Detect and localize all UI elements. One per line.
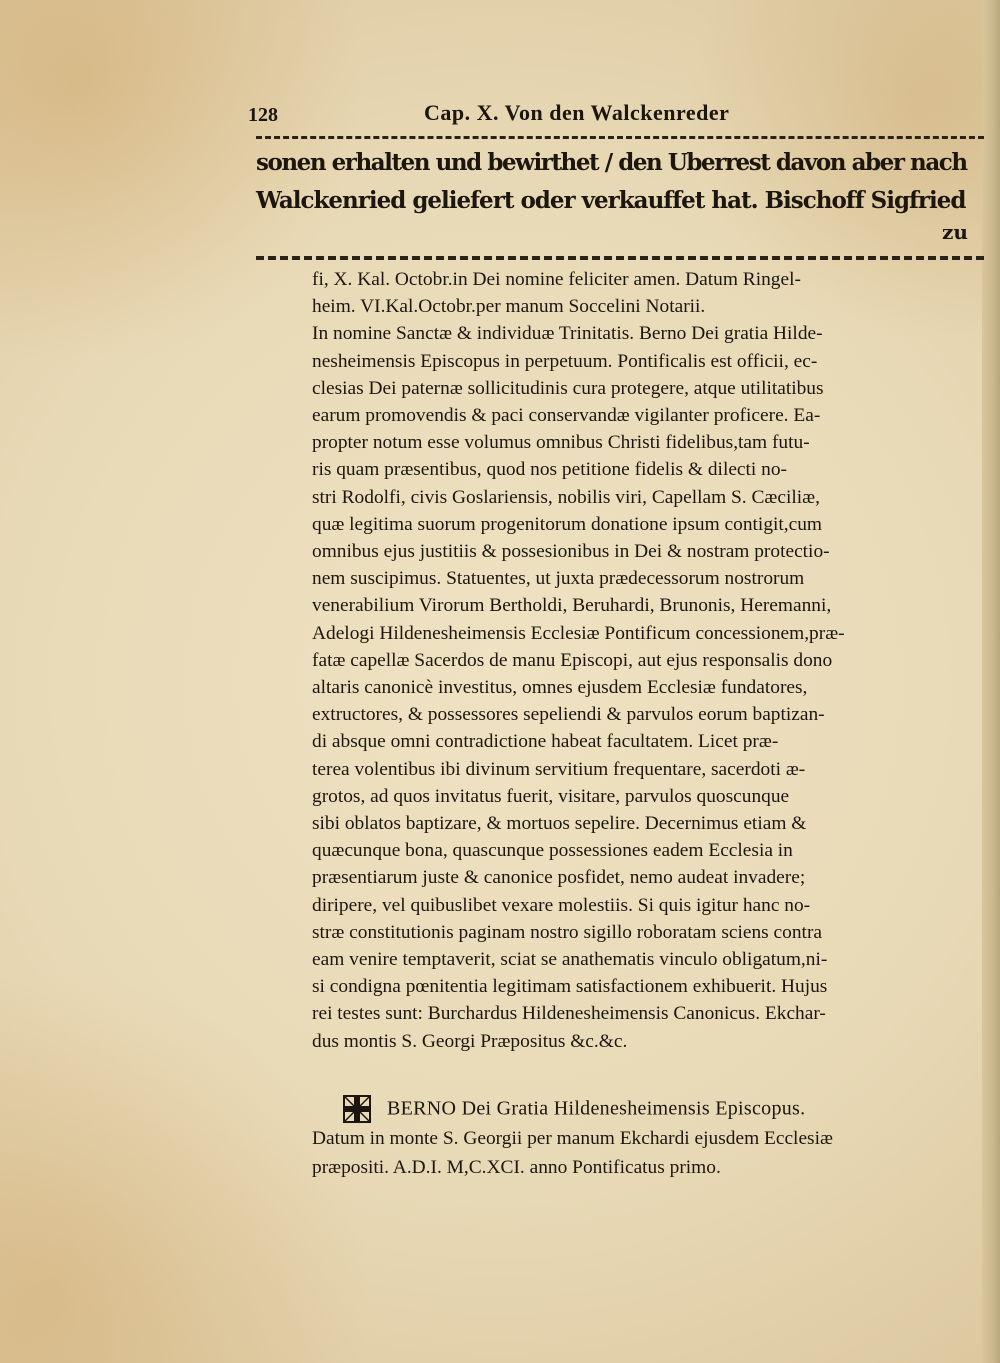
latin-text-line: stri Rodolfi, civis Goslariensis, nobilis viri, Capellam S. Cæciliæ, xyxy=(312,486,820,508)
latin-text-line: diripere, vel quibuslibet vexare molestiis. Si quis igitur hanc no- xyxy=(312,894,811,916)
datum-line: Datum in monte S. Georgii per manum Ekchardi ejusdem Ecclesiæ xyxy=(312,1128,833,1149)
running-head: Cap. X. Von den Walckenreder xyxy=(424,100,730,125)
latin-text-line: terea volentibus ibi divinum servitium frequentare, sacerdoti æ- xyxy=(312,758,806,780)
cross-monogram-icon xyxy=(342,1094,372,1124)
latin-text-line: earum promovendis & paci conservandæ vigilanter proficere. Ea- xyxy=(312,405,821,427)
signature-line xyxy=(342,1094,992,1124)
latin-text-line: di absque omni contradictione habeat facultatem. Licet præ- xyxy=(312,731,779,753)
latin-text-line: fi, X. Kal. Octobr.in Dei nomine feliciter amen. Datum Ringel- xyxy=(312,269,801,290)
latin-text-line: si condigna pœnitentia legitimam satisfactionem exhibuerit. Hujus xyxy=(312,976,828,998)
latin-text-line: heim. VI.Kal.Octobr.per manum Soccelini Notarii. xyxy=(312,296,706,318)
latin-text-line: clesias Dei paternæ sollicitudinis cura protegere, atque utilitatibus xyxy=(312,377,824,399)
latin-text-line: dus montis S. Georgi Præpositus &c.&c. xyxy=(312,1030,628,1052)
latin-text-line: omnibus ejus justitiis & possesionibus in Dei & nostram protectio- xyxy=(312,541,830,563)
section-rule xyxy=(256,256,984,260)
page-number: 128 xyxy=(248,104,278,126)
latin-text-block xyxy=(312,266,992,1055)
latin-text-line: nesheimensis Episcopus in perpetuum. Pontificalis est officii, ec- xyxy=(312,350,818,372)
header-rule xyxy=(256,136,984,139)
signature-text: BERNO Dei Gratia Hildenesheimensis Episcopus. xyxy=(387,1097,806,1120)
latin-text-line: fatæ capellæ Sacerdos de manu Episcopi, aut ejus responsalis dono xyxy=(312,649,833,671)
latin-text-line: Adelogi Hildenesheimensis Ecclesiæ Pontificum concessionem,præ- xyxy=(312,622,845,644)
latin-text-line: In nomine Sanctæ & individuæ Trinitatis. Berno Dei gratia Hilde- xyxy=(312,323,823,345)
latin-text-line: propter notum esse volumus omnibus Christi fidelibus,tam futu- xyxy=(312,432,810,454)
german-text-line: sonen erhalten und bewirthet / den Uberrest davon aber nach xyxy=(256,149,967,176)
latin-text-line: ris quam præsentibus, quod nos petitione fidelis & dilecti no- xyxy=(312,459,788,481)
latin-text-line: venerabilium Virorum Bertholdi, Beruhardi, Brunonis, Heremanni, xyxy=(312,595,832,617)
latin-text-line: quæ legitima suorum progenitorum donatione ipsum contigit,cum xyxy=(312,513,823,535)
catchword: zu xyxy=(942,220,968,244)
latin-text-line: quæcunque bona, quascunque possessiones eadem Ecclesia in xyxy=(312,840,793,862)
latin-text-line: grotos, ad quos invitatus fuerit, visitare, parvulos quoscunque xyxy=(312,785,790,807)
latin-text-line: præsentiarum juste & canonice posfidet, nemo audeat invadere; xyxy=(312,867,806,889)
datum-block xyxy=(312,1124,992,1182)
latin-text-line: stræ constitutionis paginam nostro sigillo roboratam sciens contra xyxy=(312,921,823,943)
latin-text-line: altaris canonicè investitus, omnes ejusdem Ecclesiæ fundatores, xyxy=(312,677,808,699)
latin-text-line: eam venire temptaverit, sciat se anathematis vinculo obligatum,ni- xyxy=(312,949,828,971)
latin-text-line: rei testes sunt: Burchardus Hildenesheimensis Canonicus. Ekchar- xyxy=(312,1003,826,1025)
latin-text-line: sibi oblatos baptizare, & mortuos sepelire. Decernimus etiam & xyxy=(312,813,807,835)
page-header xyxy=(248,98,988,134)
latin-text-line: extructores, & possessores sepeliendi & parvulos eorum baptizan- xyxy=(312,704,825,726)
latin-text-line: nem suscipimus. Statuentes, ut juxta prædecessorum nostrorum xyxy=(312,568,805,590)
datum-line: præpositi. A.D.I. M,C.XCI. anno Pontificatus primo. xyxy=(312,1157,721,1178)
german-text-line: Walckenried geliefert oder verkauffet hat. Bischoff Sigfried xyxy=(256,187,966,214)
german-text-block xyxy=(256,144,984,220)
